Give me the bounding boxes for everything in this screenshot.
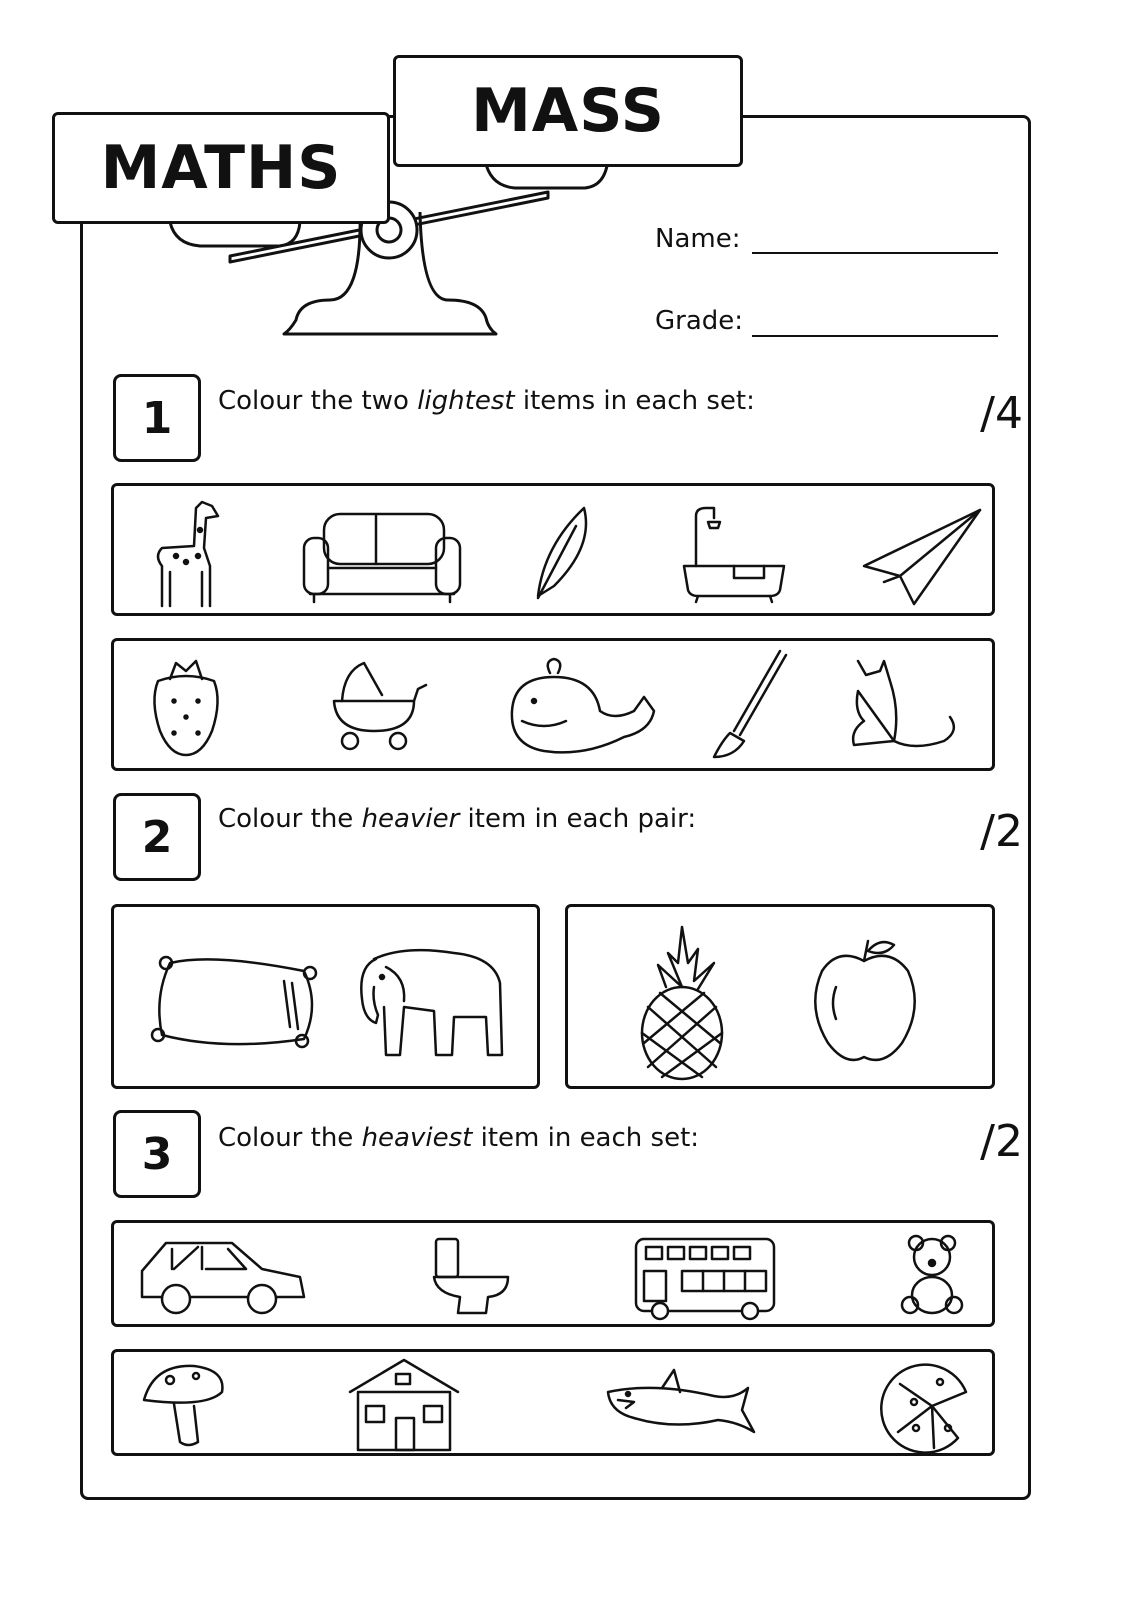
bathtub-icon[interactable] (684, 508, 784, 602)
question-3-score: /2 (980, 1116, 1023, 1167)
question-2-score: /2 (980, 806, 1023, 857)
pineapple-icon[interactable] (642, 927, 722, 1079)
name-label: Name: (655, 224, 741, 254)
toilet-icon[interactable] (434, 1239, 508, 1313)
name-field[interactable] (752, 252, 998, 254)
question-1-number: 1 (113, 374, 201, 462)
pram-icon[interactable] (334, 663, 426, 749)
elephant-icon[interactable] (361, 950, 502, 1055)
bus-icon[interactable] (636, 1239, 774, 1319)
shark-icon[interactable] (608, 1370, 754, 1432)
pillow-icon[interactable] (152, 957, 316, 1047)
question-3-set-2 (111, 1349, 995, 1456)
strawberry-icon[interactable] (154, 661, 217, 755)
question-1-score: /4 (980, 388, 1023, 439)
teddy-bear-icon[interactable] (902, 1236, 962, 1313)
question-2-number: 2 (113, 793, 201, 881)
paper-plane-icon[interactable] (864, 510, 980, 604)
sofa-icon[interactable] (304, 514, 460, 602)
question-1-text: Colour the two lightest items in each set: (218, 386, 755, 416)
mushroom-icon[interactable] (144, 1366, 222, 1445)
question-3-text: Colour the heaviest item in each set: (218, 1123, 700, 1153)
car-icon[interactable] (142, 1243, 304, 1313)
pizza-icon[interactable] (881, 1365, 966, 1453)
subject-title: MATHS (52, 112, 390, 224)
cat-icon[interactable] (853, 661, 954, 746)
question-3-number: 3 (113, 1110, 201, 1198)
topic-title: MASS (393, 55, 743, 167)
giraffe-icon[interactable] (158, 502, 218, 606)
question-2-pair-2 (565, 904, 995, 1089)
question-1-set-2 (111, 638, 995, 771)
apple-icon[interactable] (815, 941, 914, 1060)
house-icon[interactable] (350, 1360, 458, 1450)
whale-icon[interactable] (512, 659, 654, 752)
question-3-set-1 (111, 1220, 995, 1327)
feather-icon[interactable] (538, 508, 586, 598)
grade-label: Grade: (655, 306, 744, 336)
question-2-pair-1 (111, 904, 540, 1089)
paintbrush-icon[interactable] (714, 651, 786, 757)
question-1-set-1 (111, 483, 995, 616)
question-2-text: Colour the heavier item in each pair: (218, 804, 697, 834)
grade-field[interactable] (752, 335, 998, 337)
